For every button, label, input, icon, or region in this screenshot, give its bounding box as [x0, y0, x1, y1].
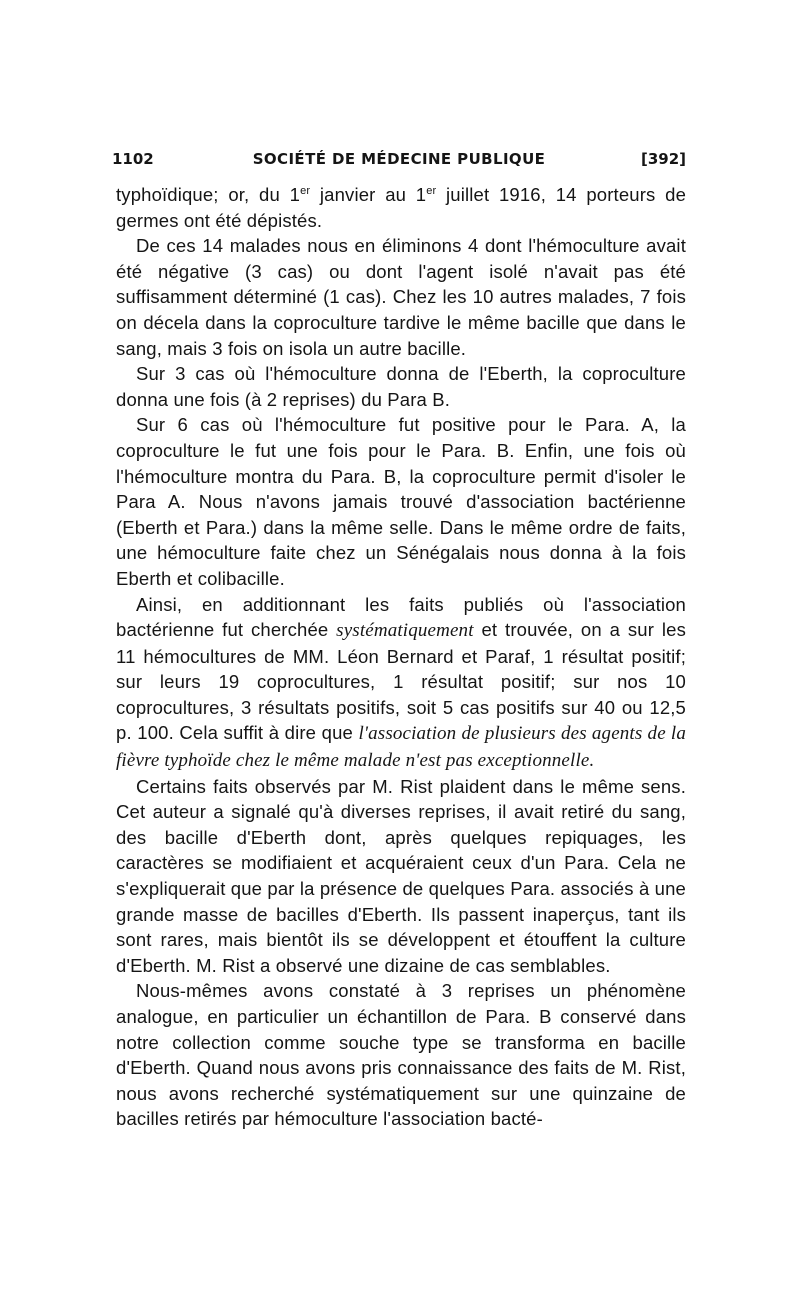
paragraph-6: Certains faits observés par M. Rist plaident dans le même sens. Cet auteur a signalé qu'à diverses reprises, il avait retiré du sang, des bacille d'Eberth dont, après quelques repiquages, les caractères se modifiaient et acquéraient ceux d'un Para. Cela ne s'expliquerait que par la présence de quelques Para. associés à une grande masse de bacilles d'Eberth. Ils passent inaperçus, tant ils sont rares, mais bientôt ils se développent et étouffent la culture d'Eberth. M. Rist a observé une dizaine de cas semblables.	[116, 775, 686, 976]
body-text	[116, 182, 686, 1132]
paragraph-2: De ces 14 malades nous en éliminons 4 dont l'hémoculture avait été négative (3 cas) ou dont l'agent isolé n'avait pas été suffisamment déterminé (1 cas). Chez les 10 autres malades, 7 fois on décela dans la coproculture tardive le même bacille que dans le sang, mais 3 fois on isola un autre bacille.	[116, 235, 686, 359]
bracket-page-number: [392]	[640, 150, 686, 168]
running-header	[112, 146, 686, 172]
paragraph-5: Ainsi, en additionnant les faits publiés où l'association bactérienne fut cherchée systématiquement et trouvée, on a sur les 11 hémocultures de MM. Léon Bernard et Paraf, 1 résultat positif; sur leurs 19 coprocultures, 1 résultat positif; sur nos 10 coprocultures, 3 résultats positifs, soit 5 cas positifs sur 40 ou 12,5 p. 100. Cela suffit à dire que l'association de plusieurs des agents de la fièvre typhoïde chez le même malade n'est pas exceptionnelle.	[116, 593, 686, 772]
paragraph-1: typhoïdique; or, du 1er janvier au 1er juillet 1916, 14 porteurs de germes ont été dépistés.	[116, 184, 687, 231]
paragraph-7: Nous-mêmes avons constaté à 3 reprises un phénomène analogue, en particulier un échantillon de Para. B conservé dans notre collection comme souche type se transforma en bacille d'Eberth. Quand nous avons pris connaissance des faits de M. Rist, nous avons recherché systématiquement sur une quinzaine de bacilles retirés par hémoculture l'association bacté-	[116, 980, 686, 1130]
emphasis-systematiquement: systématiquement	[336, 620, 474, 642]
paragraph-3: Sur 3 cas où l'hémoculture donna de l'Eberth, la coproculture donna une fois (à 2 reprises) du Para B.	[116, 363, 686, 410]
journal-title: SOCIÉTÉ DE MÉDECINE PUBLIQUE	[252, 150, 546, 168]
paragraph-4: Sur 6 cas où l'hémoculture fut positive pour le Para. A, la coproculture le fut une fois pour le Para. B. Enfin, une fois où l'hémoculture montra du Para. B, la coproculture permit d'isoler le Para A. Nous n'avons jamais trouvé d'association bactérienne (Eberth et Para.) dans la même selle. Dans le même ordre de faits, une hémoculture faite chez un Sénégalais nous donna à la fois Eberth et colibacille.	[116, 414, 686, 589]
page-number: 1102	[112, 150, 154, 168]
emphasis-conclusion: l'association de plusieurs des agents de la fièvre typhoïde chez le même malade n'est pas exceptionnelle.	[116, 723, 686, 772]
